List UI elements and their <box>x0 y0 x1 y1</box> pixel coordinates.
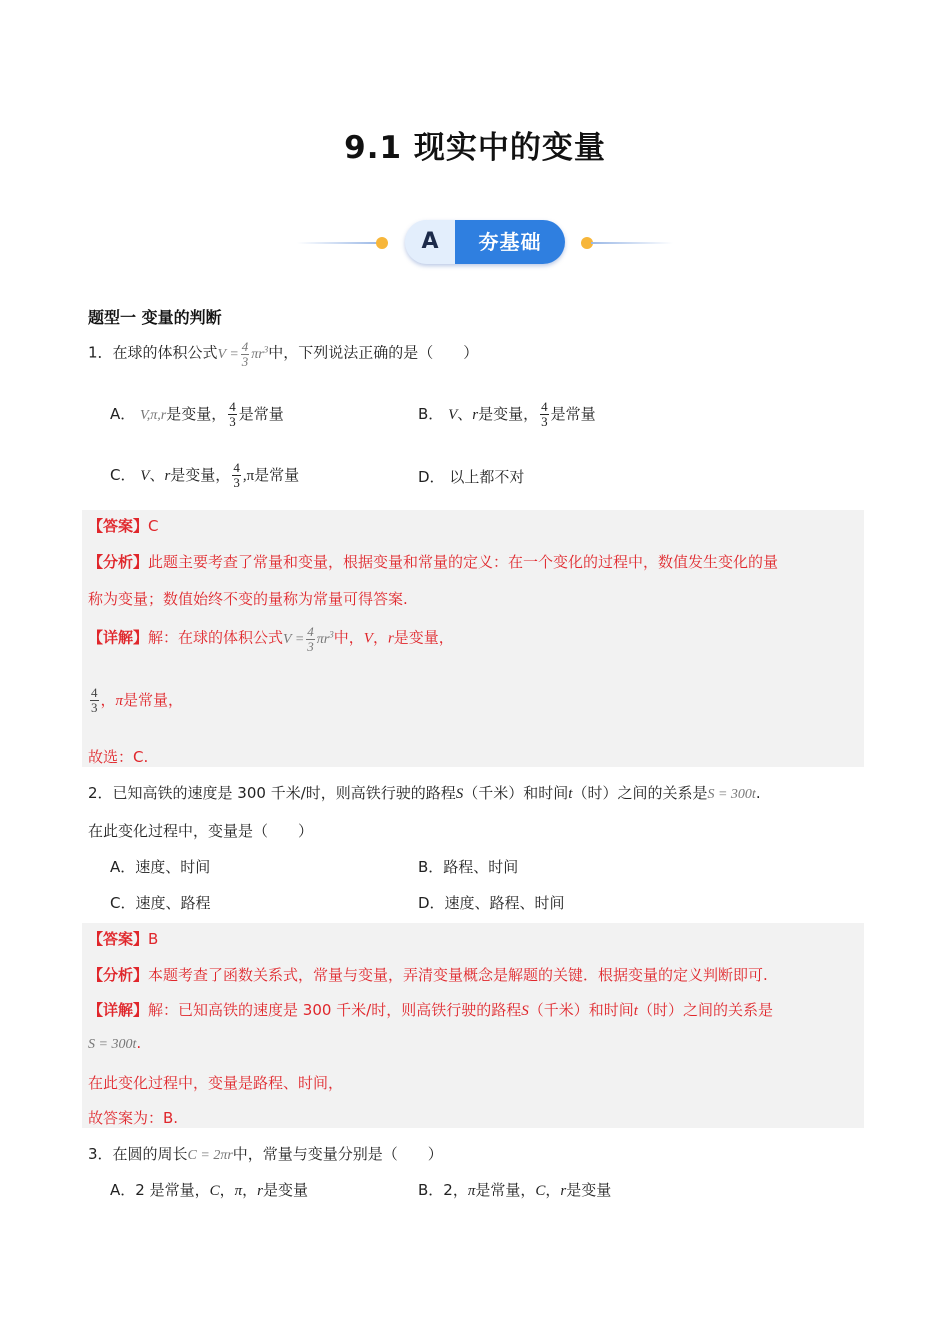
q1-option-b-mid: 是变量， <box>478 405 539 423</box>
q1-detail-text-1: 解：在球的体积公式 <box>148 628 284 647</box>
q1-option-a-end: 是常量 <box>238 405 284 423</box>
q2-detail-line-1 <box>88 999 773 1020</box>
q2-analysis <box>88 964 768 985</box>
q2-line1-d: . <box>755 784 761 802</box>
q1-analysis-line-2: 称为变量；数值始终不变的量称为常量可得答案. <box>88 590 408 608</box>
q2-var-t: t <box>568 786 573 802</box>
q3-option-b <box>418 1179 611 1200</box>
section-heading: 题型一 变量的判断 <box>88 308 222 327</box>
q1-option-a-mid: 是变量， <box>166 405 227 423</box>
q1-detail-2-frac <box>90 686 99 715</box>
q1-option-a-den: 3 <box>229 414 236 429</box>
q1-option-c-var1: V <box>140 468 150 484</box>
q1-detail-2-den: 3 <box>91 700 98 715</box>
q1-detail-line-1 <box>88 625 454 654</box>
q1-formula-exp: 3 <box>263 344 269 355</box>
q2-detail-formula: S = 300t <box>88 1037 137 1052</box>
q1-choose: 故选：C. <box>88 748 149 766</box>
q3-option-a-var-c: C <box>209 1183 220 1199</box>
q1-option-b-num: 4 <box>541 399 548 414</box>
q1-fraction <box>241 340 250 369</box>
q1-detail-frac-num: 4 <box>307 624 314 639</box>
q3-option-b-end: 是变量 <box>566 1181 612 1199</box>
q1-detail-var-r: r <box>387 630 394 647</box>
q1-option-b-sep: 、 <box>457 405 473 423</box>
q2-var-s: S <box>455 786 464 802</box>
q1-detail-end: 是变量， <box>393 628 454 647</box>
q3-prefix: 3．在圆的周长 <box>88 1145 188 1163</box>
q3-option-a-end: 是变量 <box>262 1181 308 1199</box>
banner-label: 夯基础 <box>455 220 565 264</box>
q2-detail-line-3: 在此变化过程中，变量是路程、时间， <box>88 1074 344 1092</box>
q1-option-c-label: C． <box>110 466 136 484</box>
banner-pill <box>405 220 565 264</box>
q2-answer-value: B <box>148 930 159 948</box>
q1-detail-2-end: 是常量， <box>123 691 184 709</box>
q1-option-c-frac <box>232 461 241 490</box>
q2-answer-tag: 【答案】 <box>88 930 149 948</box>
question-2-line-2: 在此变化过程中，变量是（ ） <box>88 822 314 840</box>
q3-suffix: 中，常量与变量分别是（ ） <box>232 1145 443 1163</box>
q2-detail-a: 解：已知高铁的速度是 300 千米/时，则高铁行驶的路程 <box>148 1001 522 1019</box>
q1-detail-comma: ， <box>372 628 388 647</box>
q1-prefix: 1．在球的体积公式 <box>88 343 218 362</box>
q3-option-b-var-c: C <box>535 1183 546 1199</box>
q3-formula: C = 2πr <box>187 1148 233 1163</box>
q2-option-a: A．速度、时间 <box>110 858 211 876</box>
q2-line1-b: （千米）和时间 <box>463 784 569 802</box>
q1-detail-2-num: 4 <box>91 685 98 700</box>
q1-option-c-sep: 、 <box>149 466 165 484</box>
q2-line1-a: 2．已知高铁的速度是 300 千米/时，则高铁行驶的路程 <box>88 784 456 802</box>
q1-option-b-var1: V <box>448 407 458 423</box>
q1-detail-mid: 中， <box>333 628 364 647</box>
q1-formula-lhs: V = <box>217 346 239 362</box>
question-3 <box>88 1143 443 1164</box>
q1-analysis-tag: 【分析】 <box>88 553 149 571</box>
q1-detail-formula-exp: 3 <box>329 629 334 640</box>
q1-option-c-den: 3 <box>233 475 240 490</box>
page-title: 9.1 现实中的变量 <box>344 130 606 166</box>
q1-option-d-label: D． <box>418 468 445 486</box>
q1-detail-formula-rhs: πr <box>316 631 330 647</box>
banner-line-right <box>591 242 673 244</box>
q1-option-b-den: 3 <box>541 414 548 429</box>
q1-option-c <box>110 461 299 490</box>
q2-analysis-tag: 【分析】 <box>88 966 149 984</box>
banner-dot-left <box>376 237 388 249</box>
q2-detail-tag: 【详解】 <box>88 1001 149 1019</box>
q3-option-b-a: B．2， <box>418 1181 468 1199</box>
q1-detail-var-v: V <box>363 630 373 647</box>
q1-detail-line-2 <box>88 686 183 715</box>
q2-option-b: B．路程、时间 <box>418 858 519 876</box>
q1-option-d-text: 以上都不对 <box>449 468 525 486</box>
q3-option-a-a: A．2 是常量， <box>110 1181 210 1199</box>
q2-detail-c: （时）之间的关系是 <box>637 1001 773 1019</box>
q1-frac-num: 4 <box>241 339 249 354</box>
q3-option-a <box>110 1179 308 1200</box>
q2-formula: S = 300t <box>707 787 756 802</box>
q1-suffix: 中，下列说法正确的是（ ） <box>268 343 479 362</box>
q1-detail-frac-den: 3 <box>307 639 314 654</box>
q1-option-c-pi: ,π <box>242 468 255 484</box>
q3-option-b-pi: π <box>467 1183 476 1199</box>
q1-detail-tag: 【详解】 <box>88 628 149 647</box>
q2-detail-dot: . <box>136 1034 142 1052</box>
q3-option-a-var-r: r <box>257 1183 263 1199</box>
q2-detail-var-s: S <box>521 1003 529 1019</box>
q2-answer-box <box>82 923 864 1128</box>
q1-option-b <box>418 400 596 429</box>
q1-formula-rhs: πr <box>251 346 264 362</box>
q2-option-c: C．速度、路程 <box>110 894 211 912</box>
section-banner <box>297 219 673 265</box>
q1-option-c-var2: r <box>164 468 171 484</box>
q3-option-a-pi: π <box>234 1183 243 1199</box>
q1-option-c-mid: 是变量， <box>170 466 231 484</box>
q2-answer <box>88 928 158 949</box>
q3-option-a-b: ， <box>219 1181 235 1199</box>
q1-frac-den: 3 <box>241 354 249 369</box>
q1-formula <box>217 339 269 369</box>
q3-option-b-b: 是常量， <box>475 1181 536 1199</box>
q1-option-b-label: B． <box>418 405 444 423</box>
q1-answer-value: C <box>148 517 159 535</box>
q1-option-a-label: A． <box>110 405 136 423</box>
q1-option-a <box>110 400 284 429</box>
q1-option-b-frac <box>540 400 549 429</box>
q1-analysis-line-1 <box>88 551 778 572</box>
banner-letter: A <box>405 220 455 264</box>
q1-detail-formula <box>283 624 334 654</box>
q1-detail-fraction <box>306 625 315 654</box>
q1-detail-2-sep: ， <box>100 691 116 709</box>
q1-analysis-text-1: 此题主要考查了常量和变量，根据变量和常量的定义：在一个变化的过程中，数值发生变化的量 <box>148 553 779 571</box>
q1-option-a-num: 4 <box>229 399 236 414</box>
question-1 <box>88 340 478 369</box>
q2-analysis-text: 本题考查了函数关系式，常量与变量，弄清变量概念是解题的关键．根据变量的定义判断即可. <box>148 966 768 984</box>
q1-option-a-frac <box>228 400 237 429</box>
banner-line-left <box>297 242 379 244</box>
q1-detail-formula-lhs: V = <box>283 631 305 647</box>
q3-option-b-var-r: r <box>560 1183 567 1199</box>
q1-detail-2-pi: π <box>115 693 124 709</box>
q1-option-b-var2: r <box>472 407 479 423</box>
q3-option-b-c: ， <box>545 1181 561 1199</box>
q2-detail-var-t: t <box>633 1003 638 1019</box>
q2-detail-b: （千米）和时间 <box>528 1001 634 1019</box>
q1-answer <box>88 515 159 536</box>
q2-choose: 故答案为：B. <box>88 1109 179 1127</box>
q1-answer-tag: 【答案】 <box>88 517 149 535</box>
q1-option-a-vars: V,π,r <box>140 408 167 423</box>
q1-option-c-end: 是常量 <box>254 466 300 484</box>
q3-option-a-c: ， <box>242 1181 258 1199</box>
q2-detail-line-2 <box>88 1034 141 1053</box>
q1-option-c-num: 4 <box>233 460 240 475</box>
q2-line1-c: （时）之间的关系是 <box>572 784 708 802</box>
q2-option-d: D．速度、路程、时间 <box>418 894 565 912</box>
q1-option-d <box>418 466 524 487</box>
q1-option-b-end: 是常量 <box>550 405 596 423</box>
question-2-line-1 <box>88 782 761 803</box>
